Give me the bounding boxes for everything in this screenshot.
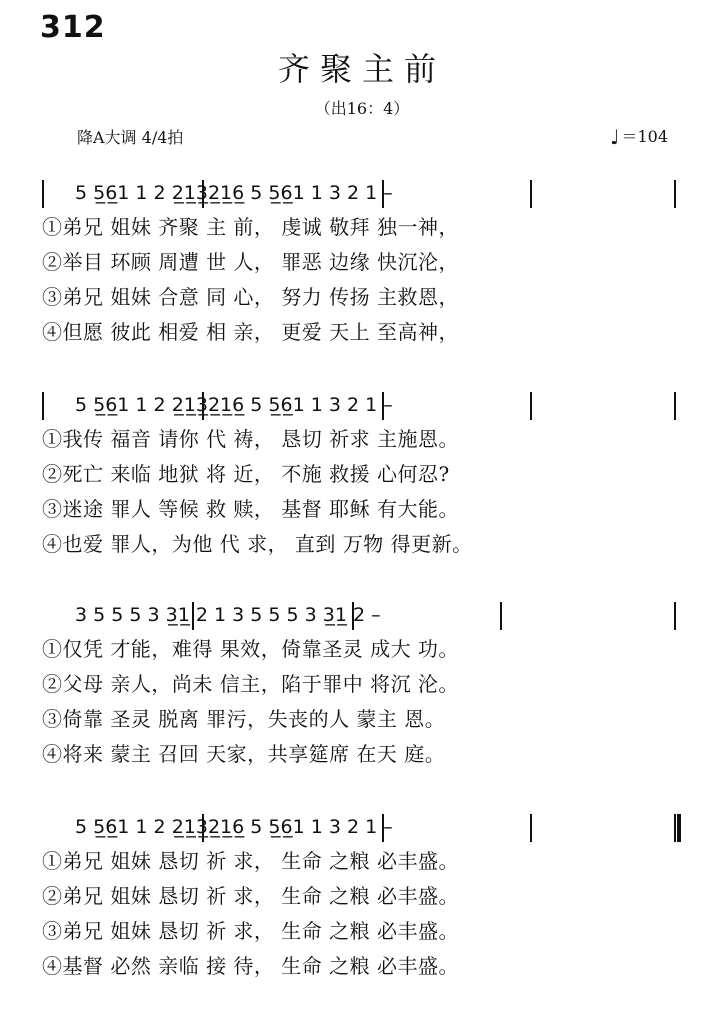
scripture-reference: （出16：4） — [314, 99, 410, 118]
verse-section-2 — [42, 390, 692, 562]
key-meter: 降A大调 4/4拍 — [77, 128, 184, 147]
lyric-line-4: ④将来 蒙主 召回 天家，共享筵席 在天 庭。 — [42, 742, 446, 766]
lyric-line-2: ②父母 亲人，尚未 信主，陷于罪中 将沉 沦。 — [42, 672, 459, 696]
lyric-line-4: ④也爱 罪人，为他 代 求， 直到 万物 得更新。 — [42, 532, 473, 556]
tempo-marking — [610, 124, 668, 149]
numbered-notation: 3 5 5 5 3 3̲1̲ 2 1 3 5 5 5 3 3̲1̲ 2 – — [75, 604, 381, 626]
notation-row — [42, 812, 692, 844]
numbered-notation: 5 5̲6̲1 1 2 2̲1̲3̲2̲1̲6̲ 5 5̲6̲1 1 3 2 1 – — [75, 816, 393, 838]
final-section — [42, 812, 692, 984]
lyric-line-2: ②弟兄 姐妹 恳切 祈 求， 生命 之粮 必丰盛。 — [42, 884, 460, 908]
numbered-notation: 5 5̲6̲1 1 2 2̲1̲3̲2̲1̲6̲ 5 5̲6̲1 1 3 2 1 – — [75, 394, 393, 416]
lyric-line-1: ①弟兄 姐妹 恳切 祈 求， 生命 之粮 必丰盛。 — [42, 849, 460, 873]
lyric-line-1: ①仅凭 才能，难得 果效，倚靠圣灵 成大 功。 — [42, 637, 459, 661]
lyric-line-1: ①我传 福音 请你 代 祷， 恳切 祈求 主施恩。 — [42, 427, 460, 451]
tempo-value: ＝104 — [621, 127, 668, 146]
lyric-line-3: ③迷途 罪人 等候 救 赎， 基督 耶稣 有大能。 — [42, 497, 460, 521]
lyric-line-3: ③弟兄 姐妹 合意 同 心， 努力 传扬 主救恩， — [42, 285, 460, 309]
numbered-notation: 5 5̲6̲1 1 2 2̲1̲3̲2̲1̲6̲ 5 5̲6̲1 1 3 2 1 – — [75, 182, 393, 204]
lyric-line-3: ③弟兄 姐妹 恳切 祈 求， 生命 之粮 必丰盛。 — [42, 919, 460, 943]
lyric-line-1: ①弟兄 姐妹 齐聚 主 前， 虔诚 敬拜 独一神， — [42, 215, 460, 239]
verse-section-1 — [42, 178, 692, 350]
lyric-line-4: ④但愿 彼此 相爱 相 亲， 更爱 天上 至高神， — [42, 320, 460, 344]
lyric-line-3: ③倚靠 圣灵 脱离 罪污，失丧的人 蒙主 恩。 — [42, 707, 446, 731]
lyric-line-4: ④基督 必然 亲临 接 待， 生命 之粮 必丰盛。 — [42, 954, 460, 978]
notation-row — [42, 600, 692, 632]
notation-row — [42, 178, 692, 210]
lyric-line-2: ②死亡 来临 地狱 将 近， 不施 救援 心何忍? — [42, 462, 450, 486]
hymn-number: 312 — [40, 10, 106, 45]
lyric-line-2: ②举目 环顾 周遭 世 人， 罪恶 边缘 快沉沦， — [42, 250, 460, 274]
quarter-note-icon: ♩ — [610, 125, 620, 149]
chorus-section — [42, 600, 692, 772]
notation-row — [42, 390, 692, 422]
hymn-title: 齐聚主前 — [277, 50, 446, 88]
